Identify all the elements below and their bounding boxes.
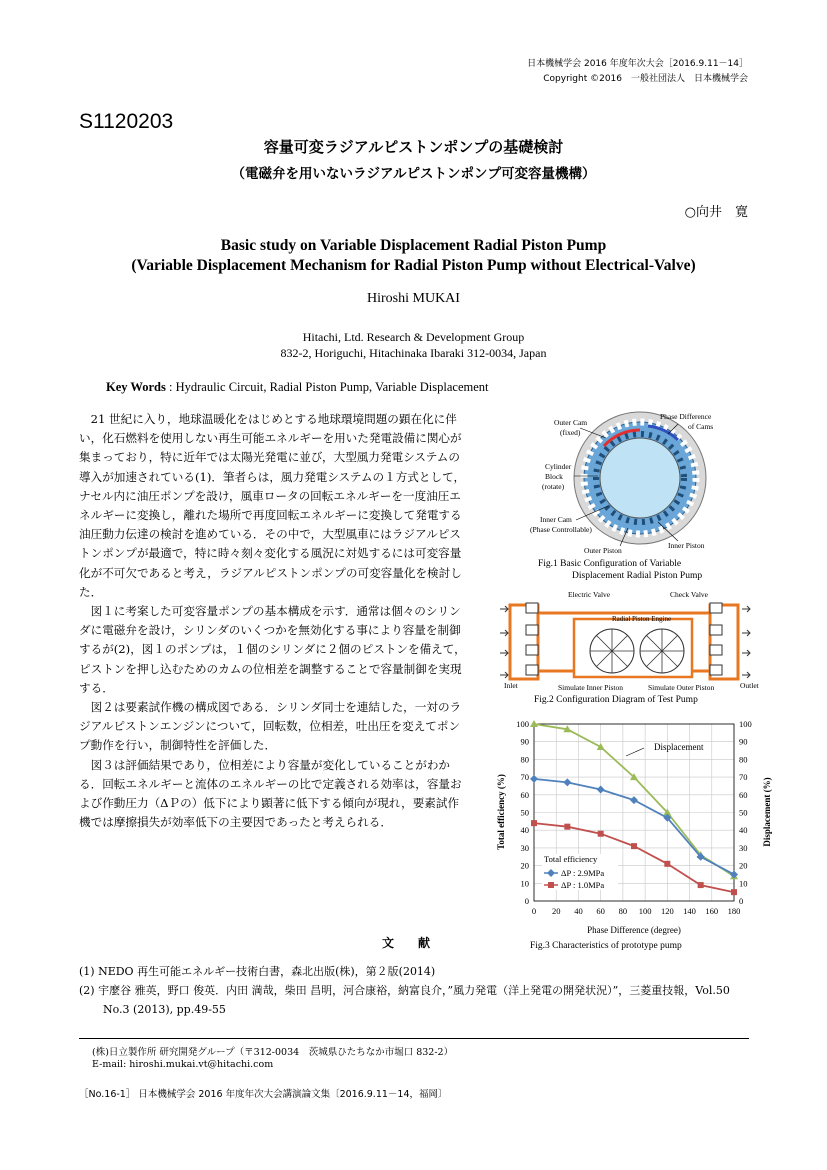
fig1-label-outer-cam-sub: (fixed)	[560, 428, 581, 437]
fig1-label-cylinder: Cylinder	[545, 462, 572, 471]
fig3-legend-marker-10	[548, 882, 554, 888]
body-paragraph-2: 図１に考案した可変容量ポンプの基本構成を示す．通常は個々のシリンダに電磁弁を設け，シリンダのいくつかを無効化する事により容量を制御するが(2)，図１のポンプは，１個のシリンダに２個のピストンを備えて，ピストンを押し込むためのカムの位相差を調整することで容量制御を実現する．	[79, 604, 466, 695]
keywords	[106, 380, 489, 395]
fig1-caption-line1: Fig.1 Basic Configuration of Variable	[538, 559, 682, 569]
fig1-label-phase-diff-sub: of Cams	[688, 422, 714, 431]
body-paragraph-1: 21 世紀に入り，地球温暖化をはじめとする地球環境問題の顕在化に伴い，化石燃料を使用しない再生可能エネルギーを用いた発電設備に関心が集まっており，特に近年では太陽光発電に並び，大型風力発電システムの導入が加速されている(1)．筆者らは，風力発電システムの１方式として，ナセル内に油圧ポンプを設け，風車ロータの回転エネルギーを一度油圧エネルギーに変換し，離れた場所で再度回転エネルギーに変換して発電する油圧動力伝達の検討を進めている．その中で，大型風車にはラジアルピストンポンプが最適で，特に時々刻々変化する風況に対処するには可変容量化が不可欠であると考え，ラジアルピストンポンプの可変容量化を検討した．	[79, 412, 466, 599]
fig3-legend-label-29: ΔP : 2.9MPa	[561, 868, 605, 878]
fig3-ytick-left: 20	[520, 860, 529, 871]
keywords-text: : Hydraulic Circuit, Radial Piston Pump, Variable Displacement	[165, 380, 489, 394]
reference-2: (2) 宇麼谷 雅英，野口 俊英．内田 満哉，柴田 昌明，河合康裕，納富良介，”風力発電（洋上発電の開発状況）”，三菱重技報，Vol.50 No.3 (2013), pp.49-55	[79, 984, 730, 1016]
fig1-label-inner-cam: Inner Cam	[540, 515, 572, 524]
fig2-label-sim-inner: Simulate Inner Piston	[558, 683, 623, 692]
footnote-address: (株)日立製作所 研究開発グループ（〒312-0034 茨城県ひたちなか市堀口 832-2）	[92, 1047, 454, 1058]
fig3-series-dp29-point	[597, 785, 605, 793]
fig3-ytick-left: 40	[520, 825, 529, 836]
fig3-ytick-left: 30	[520, 842, 529, 853]
author-japanese: ○向井 寛	[684, 205, 748, 220]
fig3-legend-title: Total efficiency	[544, 854, 598, 864]
fig3-ytick-right: 70	[739, 772, 748, 783]
fig3-ytick-left: 90	[520, 736, 529, 747]
fig3-ytick-right: 0	[739, 896, 744, 906]
keywords-label: Key Words	[106, 380, 166, 394]
fig3-xtick: 140	[683, 906, 696, 916]
fig3-ytick-left: 50	[520, 807, 529, 818]
fig3-series-dp10-point	[698, 882, 704, 888]
fig2-label-sim-outer: Simulate Outer Piston	[648, 683, 715, 692]
fig2-caption: Fig.2 Configuration Diagram of Test Pump	[534, 695, 698, 705]
fig2-label-inlet: Inlet	[504, 681, 518, 690]
fig3-xtick: 20	[551, 906, 561, 916]
fig1-label-rotate: (rotate)	[542, 482, 565, 491]
fig3-ytick-right: 30	[739, 842, 748, 853]
fig3-ylabel-left: Total efficiency (%)	[496, 774, 506, 850]
fig1-inner-cam	[600, 438, 680, 518]
fig3-caption: Fig.3 Characteristics of prototype pump	[530, 941, 682, 951]
fig2-label-check-valve: Check Valve	[670, 590, 708, 599]
body-text	[79, 410, 467, 832]
fig3-xtick: 60	[596, 906, 605, 916]
fig1-pump-diagram	[528, 408, 754, 558]
fig3-ylabel-right: Displacement (%)	[762, 777, 772, 847]
fig3-ytick-left: 60	[520, 789, 529, 800]
fig3-series-dp10-point	[631, 843, 637, 849]
footnote-email: E-mail: hiroshi.mukai.vt@hitachi.com	[92, 1059, 274, 1070]
fig3-ytick-right: 80	[739, 754, 748, 765]
fig3-ytick-left: 0	[524, 896, 529, 906]
fig3-ytick-right: 100	[739, 719, 752, 729]
fig3-xtick: 120	[660, 906, 674, 916]
fig3-ytick-left: 100	[516, 719, 529, 729]
fig2-label-electric-valve: Electric Valve	[568, 590, 611, 599]
fig3-series-dp29-point	[530, 775, 538, 783]
fig3-ytick-right: 10	[739, 878, 748, 889]
fig3-series-displacement-point	[530, 720, 538, 727]
body-paragraph-3: 図２は要素試作機の構成図である．シリンダ同士を連結した，一対のラジアルピストンエンジンについて，回転数，位相差，吐出圧を変えてポンプ動作を行い，制御特性を評価した．	[79, 700, 462, 753]
fig3-series-dp10-point	[531, 820, 537, 826]
fig3-series-dp10-point	[598, 831, 604, 837]
footnote-divider	[79, 1038, 749, 1039]
fig3-ytick-right: 20	[739, 860, 748, 871]
fig3-ytick-left: 10	[520, 878, 529, 889]
fig1-label-block: Block	[545, 472, 563, 481]
fig3-ytick-left: 80	[520, 754, 529, 765]
paper-id: S1120203	[79, 110, 174, 133]
fig1-label-inner-piston: Inner Piston	[668, 541, 705, 550]
author-english: Hiroshi MUKAI	[367, 291, 460, 306]
fig3-ytick-right: 40	[739, 825, 748, 836]
body-paragraph-4: 図３は評価結果であり，位相差により容量が変化していることがわかる．回転エネルギーと流体のエネルギーの比で定義される効率は，容量および作動圧力（ΔＰの）低下により顕著に低下する傾向が現れ，要素試作機では摩擦損失が効率低下の主要因であったと考えられる．	[79, 757, 462, 830]
subtitle-japanese: （電磁弁を用いないラジアルピストンポンプ可変容量機構）	[231, 166, 596, 182]
fig3-series-dp10-point	[664, 861, 670, 867]
fig3-series-dp29-point	[630, 796, 638, 804]
fig3-xtick: 160	[705, 906, 719, 916]
fig3-legend-label-10: ΔP : 1.0MPa	[561, 880, 605, 890]
references-title: 文 献	[382, 936, 431, 950]
fig1-label-outer-piston: Outer Piston	[584, 546, 622, 555]
fig3-series-dp10-point	[564, 824, 570, 830]
fig1-label-phase-diff: Phase Difference	[660, 412, 712, 421]
fig3-series-dp29-point	[563, 778, 571, 786]
fig3-xtick: 0	[531, 906, 537, 916]
fig1-label-inner-cam-sub: (Phase Controllable)	[530, 525, 592, 534]
fig3-ytick-right: 90	[739, 736, 748, 747]
fig3-ytick-right: 50	[739, 807, 748, 818]
fig3-chart	[494, 714, 784, 950]
fig3-xtick: 100	[638, 906, 652, 916]
fig3-series-dp10-point	[731, 889, 737, 895]
fig2-test-pump-diagram	[500, 585, 766, 693]
fig3-ytick-left: 70	[520, 772, 529, 783]
fig3-annotation-leader	[626, 748, 644, 756]
affiliation-line2: 832-2, Horiguchi, Hitachinaka Ibaraki 312-0034, Japan	[280, 346, 547, 360]
fig1-label-outer-cam: Outer Cam	[554, 418, 588, 427]
header-copyright: Copyright ©2016 一般社団法人 日本機械学会	[543, 74, 748, 84]
affiliation-line1: Hitachi, Ltd. Research & Development Group	[302, 330, 525, 344]
fig3-xlabel: Phase Difference (degree)	[587, 925, 681, 935]
references-list	[79, 962, 749, 1019]
fig3-xtick: 180	[727, 906, 741, 916]
fig2-label-outlet: Outlet	[740, 681, 759, 690]
fig3-ytick-right: 60	[739, 789, 748, 800]
header-conference: 日本機械学会 2016 年度年次大会［2016.9.11－14］	[527, 59, 748, 69]
fig2-engine-housing	[574, 619, 692, 677]
fig3-xtick: 80	[618, 906, 628, 916]
fig3-annotation-displacement: Displacement	[654, 742, 704, 752]
reference-1: (1) NEDO 再生可能エネルギー技術白書，森北出版(株)，第２版(2014)	[79, 965, 436, 978]
footer: ［No.16-1］ 日本機械学会 2016 年度年次大会講演論文集〔2016.9.11－14，福岡〕	[79, 1089, 448, 1100]
fig2-label-engine: Radial Piston Engine	[612, 615, 672, 623]
title-japanese: 容量可変ラジアルピストンポンプの基礎検討	[263, 138, 564, 156]
title-english: Basic study on Variable Displacement Radial Piston Pump	[220, 237, 607, 254]
subtitle-english: (Variable Displacement Mechanism for Radial Piston Pump without Electrical-Valve)	[131, 257, 696, 274]
fig3-xtick: 40	[574, 906, 583, 916]
fig1-caption-line2: Displacement Radial Piston Pump	[572, 571, 703, 581]
